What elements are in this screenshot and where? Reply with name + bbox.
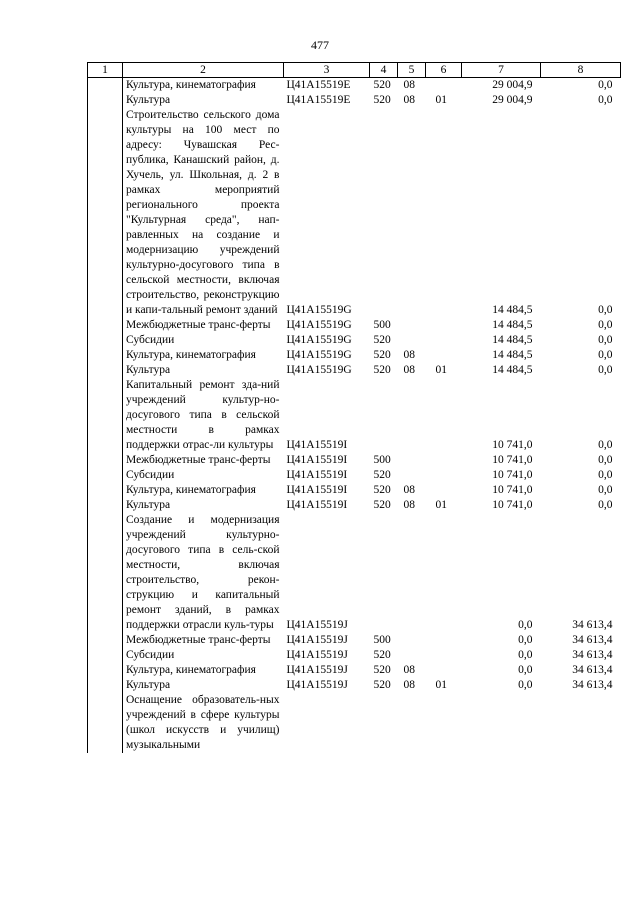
cell-col-4: 500 <box>373 634 391 646</box>
cell-col-4: 520 <box>373 499 391 511</box>
cell-name: Культура <box>126 94 171 106</box>
cell-col-1 <box>88 663 123 678</box>
cell-code <box>284 693 370 753</box>
cell-col-6 <box>426 663 462 678</box>
cell-name: Субсидии <box>126 649 175 661</box>
cell-name: Культура <box>126 499 171 511</box>
cell-code: Ц41А15519J <box>286 634 348 646</box>
cell-amount-col-8: 0,0 <box>598 319 613 331</box>
cell-amount-col-8 <box>541 693 621 753</box>
header-col-4: 4 <box>370 63 398 78</box>
cell-col-6 <box>426 468 462 483</box>
cell-amount-col-7: 29 004,9 <box>492 94 533 106</box>
cell-col-1 <box>88 513 123 633</box>
cell-code: Ц41А15519J <box>286 664 348 676</box>
header-col-5: 5 <box>398 63 426 78</box>
table-row <box>88 663 621 678</box>
cell-name: Культура, кинематография <box>126 79 256 91</box>
cell-amount-col-7 <box>462 693 541 753</box>
cell-name: Культура <box>126 679 171 691</box>
cell-name: Субсидии <box>126 334 175 346</box>
cell-name: Межбюджетные транс-ферты <box>126 319 271 331</box>
cell-code: Ц41А15519J <box>286 679 348 691</box>
cell-amount-col-8: 0,0 <box>598 484 613 496</box>
cell-amount-col-8: 0,0 <box>598 469 613 481</box>
table-row <box>88 363 621 378</box>
cell-code: Ц41А15519G <box>286 334 352 346</box>
cell-code: Ц41А15519J <box>286 649 348 661</box>
table-row <box>88 78 621 94</box>
header-col-3: 3 <box>284 63 370 78</box>
header-col-2: 2 <box>123 63 284 78</box>
cell-col-1 <box>88 78 123 94</box>
cell-col-4: 520 <box>373 664 391 676</box>
cell-col-5 <box>398 633 426 648</box>
cell-col-4: 520 <box>373 364 391 376</box>
cell-col-4 <box>370 378 398 453</box>
cell-code: Ц41А15519I <box>286 454 348 466</box>
cell-col-4: 520 <box>373 349 391 361</box>
cell-code: Ц41А15519G <box>286 304 352 316</box>
cell-col-1 <box>88 108 123 318</box>
cell-col-5: 08 <box>403 499 415 511</box>
budget-table <box>87 62 621 753</box>
cell-col-4: 520 <box>373 484 391 496</box>
table-row <box>88 108 621 318</box>
cell-col-4: 520 <box>373 469 391 481</box>
cell-col-6: 01 <box>435 499 447 511</box>
cell-amount-col-7: 0,0 <box>518 649 533 661</box>
cell-code: Ц41А15519Е <box>286 79 351 91</box>
cell-col-4: 520 <box>373 334 391 346</box>
header-row <box>88 63 621 78</box>
cell-col-1 <box>88 468 123 483</box>
cell-amount-col-8: 34 613,4 <box>572 679 613 691</box>
cell-name: Оснащение образователь-ных учреждений в сфере культуры (школ искусств и училищ) музыкальными <box>126 694 280 751</box>
cell-col-6 <box>426 78 462 94</box>
cell-col-6 <box>426 318 462 333</box>
cell-col-6 <box>426 333 462 348</box>
cell-col-6 <box>426 648 462 663</box>
cell-name: Культура, кинематография <box>126 349 256 361</box>
cell-name: Межбюджетные транс-ферты <box>126 454 271 466</box>
table-row <box>88 348 621 363</box>
cell-col-5 <box>398 318 426 333</box>
cell-code: Ц41А15519I <box>286 499 348 511</box>
cell-amount-col-7: 10 741,0 <box>492 499 533 511</box>
cell-col-5: 08 <box>403 349 415 361</box>
cell-amount-col-7: 29 004,9 <box>492 79 533 91</box>
header-col-7: 7 <box>462 63 541 78</box>
cell-col-1 <box>88 453 123 468</box>
cell-name: Культура, кинематография <box>126 664 256 676</box>
table-row <box>88 513 621 633</box>
cell-col-6: 01 <box>435 94 447 106</box>
cell-col-6 <box>426 108 462 318</box>
cell-amount-col-7: 14 484,5 <box>492 364 533 376</box>
cell-col-5 <box>398 378 426 453</box>
cell-name: Культура <box>126 364 171 376</box>
table-row <box>88 453 621 468</box>
cell-code: Ц41А15519I <box>286 439 348 451</box>
cell-col-4: 520 <box>373 94 391 106</box>
table-row <box>88 633 621 648</box>
cell-col-6: 01 <box>435 364 447 376</box>
cell-col-5 <box>398 693 426 753</box>
cell-amount-col-7: 14 484,5 <box>492 319 533 331</box>
cell-col-1 <box>88 318 123 333</box>
cell-name: Капитальный ремонт зда-ний учреждений культур-но-досугового типа в сельской местности в рамках поддержки отрас-ли культуры <box>126 379 280 451</box>
cell-amount-col-7: 10 741,0 <box>492 439 533 451</box>
cell-col-1 <box>88 648 123 663</box>
cell-col-1 <box>88 93 123 108</box>
cell-col-5 <box>398 453 426 468</box>
cell-col-1 <box>88 678 123 693</box>
cell-code: Ц41А15519I <box>286 484 348 496</box>
cell-col-1 <box>88 633 123 648</box>
cell-amount-col-7: 10 741,0 <box>492 484 533 496</box>
cell-amount-col-8: 34 613,4 <box>572 634 613 646</box>
cell-col-4: 500 <box>373 454 391 466</box>
cell-code: Ц41А15519G <box>286 319 352 331</box>
cell-amount-col-8: 0,0 <box>598 499 613 511</box>
cell-col-6 <box>426 633 462 648</box>
cell-col-6 <box>426 348 462 363</box>
cell-amount-col-8: 0,0 <box>598 364 613 376</box>
header-col-6: 6 <box>426 63 462 78</box>
cell-amount-col-8: 0,0 <box>598 439 613 451</box>
cell-name: Субсидии <box>126 469 175 481</box>
table-row <box>88 678 621 693</box>
cell-amount-col-7: 10 741,0 <box>492 454 533 466</box>
cell-amount-col-7: 10 741,0 <box>492 469 533 481</box>
table-row <box>88 333 621 348</box>
cell-name: Межбюджетные транс-ферты <box>126 634 271 646</box>
cell-col-6 <box>426 453 462 468</box>
table-row <box>88 93 621 108</box>
cell-col-4: 520 <box>373 649 391 661</box>
cell-col-4: 520 <box>373 679 391 691</box>
cell-col-5 <box>398 648 426 663</box>
header-col-1: 1 <box>88 63 123 78</box>
cell-name: Строительство сельского дома культуры на 100 мест по адресу: Чувашская Рес-публика, Канашский район, д. Хучель, ул. Школьная, д. 2 в рамках мероприятий регионального проекта "Культурная среда", нап-равленных на создание и модернизацию учреждений культурно-досугового типа в сельской местности, включая строительство, реконструкцию и капи-тальный ремонт зданий <box>126 109 280 316</box>
table-body <box>88 78 621 754</box>
cell-col-1 <box>88 378 123 453</box>
cell-amount-col-7: 14 484,5 <box>492 304 533 316</box>
table-row <box>88 648 621 663</box>
page-number: 477 <box>311 38 329 52</box>
cell-amount-col-7: 0,0 <box>518 664 533 676</box>
cell-col-6 <box>426 693 462 753</box>
cell-col-4 <box>370 513 398 633</box>
table-row <box>88 468 621 483</box>
cell-amount-col-7: 14 484,5 <box>492 334 533 346</box>
table-row <box>88 483 621 498</box>
cell-col-5 <box>398 333 426 348</box>
cell-col-6 <box>426 483 462 498</box>
cell-name: Создание и модернизация учреждений культурно-досугового типа в сель-ской местности, включая строительство, рекон-струкцию и капитальный ремонт зданий, в рамках поддержки отрасли куль-туры <box>126 514 280 631</box>
header-col-8: 8 <box>541 63 621 78</box>
cell-amount-col-8: 0,0 <box>598 94 613 106</box>
cell-amount-col-7: 14 484,5 <box>492 349 533 361</box>
cell-col-4 <box>370 108 398 318</box>
table-row <box>88 378 621 453</box>
cell-code: Ц41А15519I <box>286 469 348 481</box>
cell-amount-col-8: 0,0 <box>598 334 613 346</box>
cell-amount-col-8: 0,0 <box>598 349 613 361</box>
cell-amount-col-8: 0,0 <box>598 79 613 91</box>
cell-col-6 <box>426 378 462 453</box>
cell-col-5: 08 <box>403 79 415 91</box>
cell-col-5: 08 <box>403 484 415 496</box>
table-row <box>88 693 621 753</box>
cell-code: Ц41А15519J <box>286 619 348 631</box>
cell-col-5: 08 <box>403 364 415 376</box>
cell-amount-col-8: 34 613,4 <box>572 649 613 661</box>
cell-name: Культура, кинематография <box>126 484 256 496</box>
cell-col-1 <box>88 483 123 498</box>
cell-col-4 <box>370 693 398 753</box>
cell-code: Ц41А15519G <box>286 364 352 376</box>
cell-col-1 <box>88 348 123 363</box>
cell-col-6: 01 <box>435 679 447 691</box>
cell-col-5: 08 <box>403 679 415 691</box>
cell-amount-col-8: 34 613,4 <box>572 619 613 631</box>
cell-col-1 <box>88 363 123 378</box>
cell-col-1 <box>88 498 123 513</box>
table-row <box>88 498 621 513</box>
cell-col-1 <box>88 333 123 348</box>
cell-col-1 <box>88 693 123 753</box>
cell-amount-col-7: 0,0 <box>518 679 533 691</box>
cell-col-5: 08 <box>403 94 415 106</box>
cell-col-5 <box>398 513 426 633</box>
table-header <box>88 63 621 78</box>
cell-amount-col-8: 0,0 <box>598 454 613 466</box>
cell-amount-col-8: 34 613,4 <box>572 664 613 676</box>
cell-col-4: 520 <box>373 79 391 91</box>
cell-col-4: 500 <box>373 319 391 331</box>
cell-code: Ц41А15519Е <box>286 94 351 106</box>
cell-amount-col-7: 0,0 <box>518 634 533 646</box>
cell-col-5: 08 <box>403 664 415 676</box>
cell-code: Ц41А15519G <box>286 349 352 361</box>
cell-col-6 <box>426 513 462 633</box>
table-row <box>88 318 621 333</box>
cell-amount-col-8: 0,0 <box>598 304 613 316</box>
cell-col-5 <box>398 468 426 483</box>
cell-amount-col-7: 0,0 <box>518 619 533 631</box>
cell-col-5 <box>398 108 426 318</box>
